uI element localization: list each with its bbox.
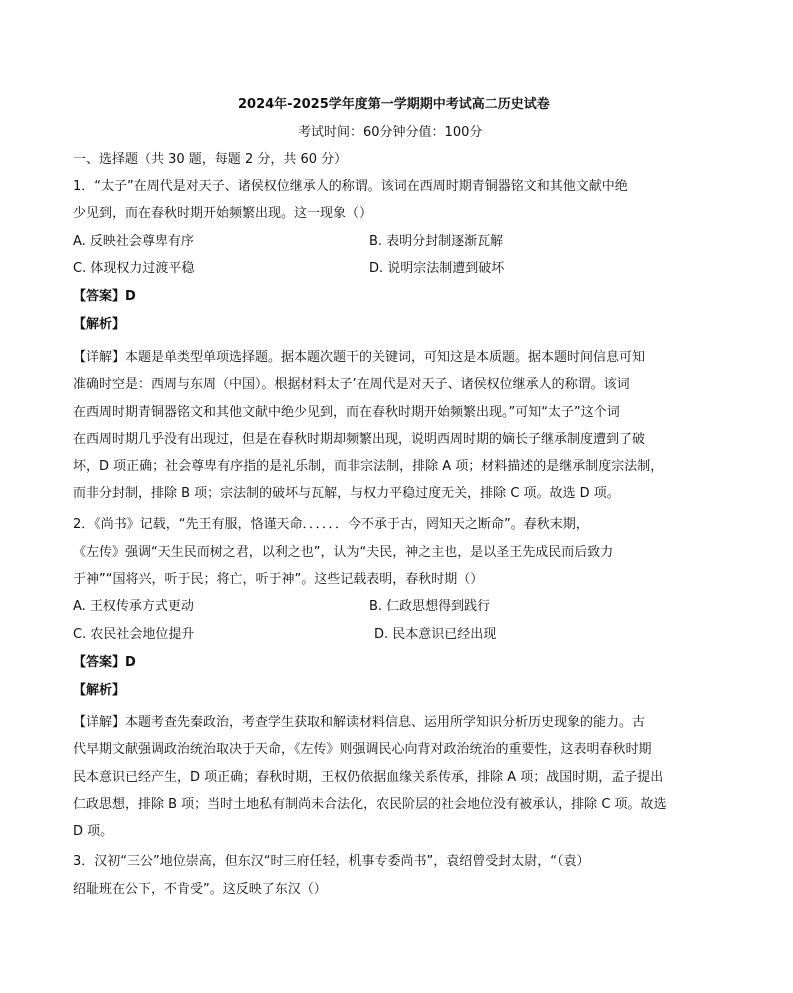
question-2-option-d: D. 民本意识已经出现	[374, 627, 497, 642]
question-1-detail-line-5: 坏，D 项正确；社会尊卑有序指的是礼乐制，而非宗法制，排除 A 项；材料描述的是继承制度宗法制，	[73, 459, 664, 474]
question-2-option-a: A. 王权传承方式更动	[73, 599, 194, 614]
question-2-detail-line-3: 民本意识已经产生，D 项正确；春秋时期，王权仍依据血缘关系传承，排除 A 项；战国时期，孟子提出	[73, 770, 664, 785]
section-heading: 一、选择题（共 30 题，每题 2 分，共 60 分）	[73, 152, 348, 167]
question-2-stem-line-1: 2．《尚书》记载，“先王有服，恪谨天命．．．．．．今不承于古，罔知天之断命”。春秋末期，	[73, 517, 589, 532]
question-3-stem-line-2: 绍耻班在公下，不肯受”。这反映了东汉（）	[73, 882, 327, 897]
question-1-stem-line-1: 1．“太子”在周代是对天子、诸侯权位继承人的称谓。该词在西周时期青铜器铭文和其他文献中绝	[73, 179, 628, 194]
question-2-analysis-label: 【解析】	[73, 683, 126, 698]
question-1-option-c: C. 体现权力过渡平稳	[73, 261, 195, 276]
question-1-detail-line-3: 在西周时期青铜器铭文和其他文献中绝少见到，而在春秋时期开始频繁出现。”可知“太子”这个词	[73, 405, 620, 420]
question-1-analysis-label: 【解析】	[73, 317, 126, 332]
question-1-detail-line-4: 在西周时期几乎没有出现过，但是在春秋时期却频繁出现，说明西周时期的嫡长子继承制度遭到了破	[73, 432, 646, 447]
question-2-detail-line-5: D 项。	[73, 824, 114, 839]
question-2-option-b: B. 仁政思想得到践行	[369, 599, 491, 614]
question-2-answer: 【答案】D	[73, 655, 136, 670]
question-1-stem-line-2: 少见到，而在春秋时期开始频繁出现。这一现象（）	[73, 206, 373, 221]
question-1-option-d: D. 说明宗法制遭到破坏	[369, 261, 505, 276]
question-2-detail-line-1: 【详解】本题考查先秦政治，考查学生获取和解读材料信息、运用所学知识分析历史现象的能力。古	[73, 715, 646, 730]
exam-title: 2024年-2025学年度第一学期期中考试高二历史试卷	[238, 97, 550, 112]
question-2-stem-line-3: 于神”“国将兴，听于民；将亡，听于神”。这些记载表明，春秋时期（）	[73, 572, 484, 587]
question-3-stem-line-1: 3．汉初“三公”地位崇高，但东汉“时三府任轻，机事专委尚书”，袁绍曾受封太尉，“（袁）	[73, 854, 590, 869]
question-1-option-b: B. 表明分封制逐渐瓦解	[369, 234, 504, 249]
question-2-option-c: C. 农民社会地位提升	[73, 627, 195, 642]
question-2-detail-line-4: 仁政思想，排除 B 项；当时土地私有制尚未合法化，农民阶层的社会地位没有被承认，排除 C 项。故选	[73, 797, 667, 812]
exam-subtitle: 考试时间：60分钟分值：100分	[298, 125, 483, 140]
question-2-detail-line-2: 代早期文献强调政治统治取决于天命，《左传》则强调民心向背对政治统治的重要性，这表明春秋时期	[73, 742, 652, 757]
question-1-detail-line-2: 准确时空是：西周与东周（中国）。根据材料太子’在周代是对天子、诸侯权位继承人的称谓。该词	[73, 377, 630, 392]
question-1-option-a: A. 反映社会尊卑有序	[73, 234, 194, 249]
question-1-detail-line-6: 而非分封制，排除 B 项；宗法制的破坏与瓦解，与权力平稳过度无关，排除 C 项。故选 D 项。	[73, 486, 620, 501]
question-1-answer: 【答案】D	[73, 289, 136, 304]
question-1-detail-line-1: 【详解】本题是单类型单项选择题。据本题次题干的关键词，可知这是本质题。据本题时间信息可知	[73, 350, 646, 365]
question-2-stem-line-2: 《左传》强调“天生民而树之君，以利之也”，认为“夫民，神之主也，是以圣王先成民而后致力	[73, 545, 614, 560]
